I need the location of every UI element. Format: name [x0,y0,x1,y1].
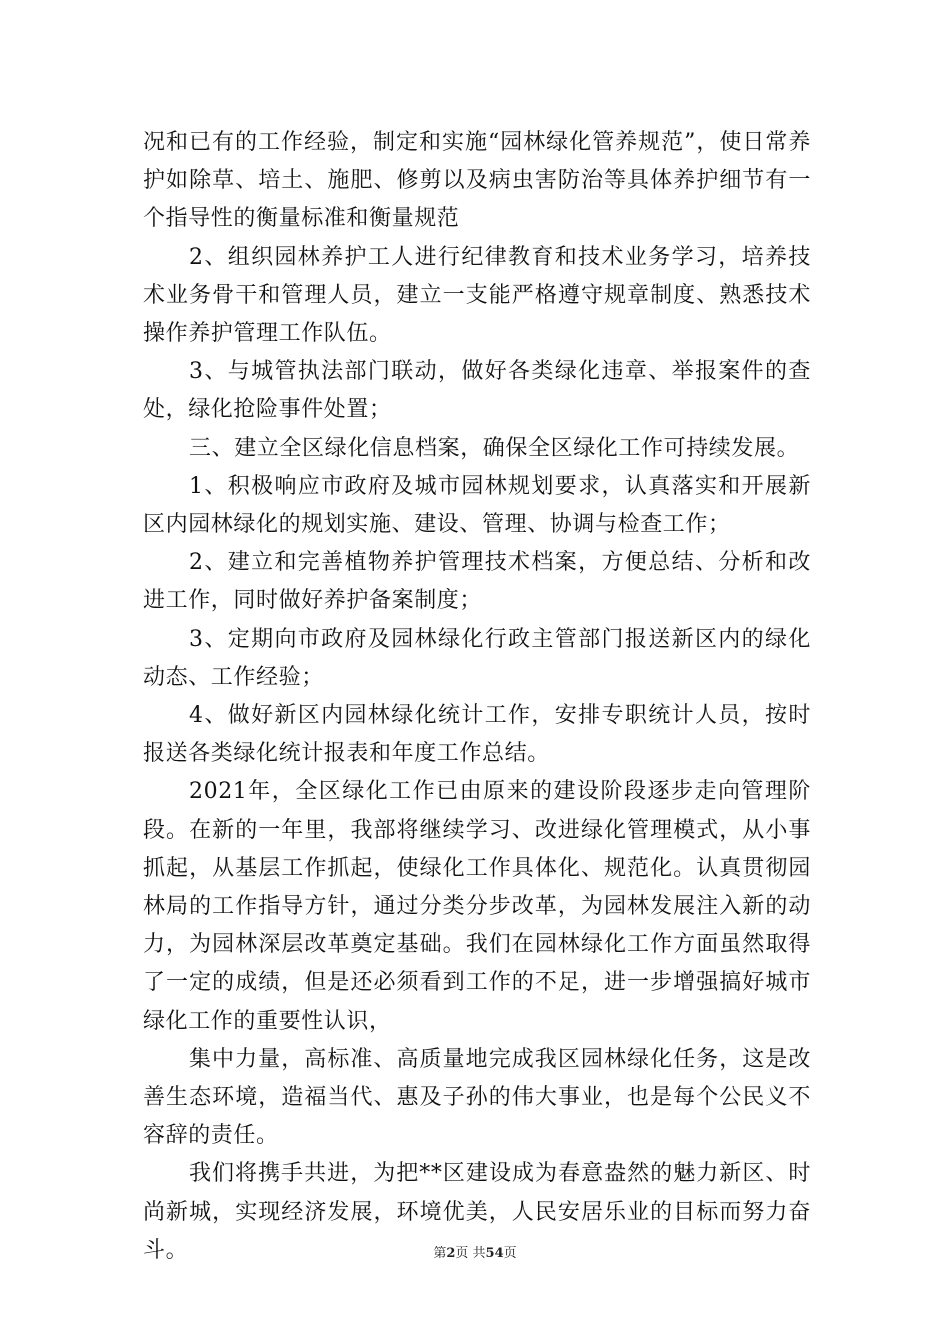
section-heading-3: 三、建立全区绿化信息档案，确保全区绿化工作可持续发展。 [189,435,800,461]
page-footer [0,1246,950,1262]
paragraph-7: 3、定期向市政府及园林绿化行政主管部门报送新区内的绿化动态、工作经验； [143,626,811,690]
footer-page-number: 2 [446,1246,456,1261]
paragraph-8: 4、做好新区内园林绿化统计工作，安排专职统计人员，按时报送各类绿化统计报表和年度工作总结。 [143,703,811,767]
footer-prefix: 第 [433,1246,447,1261]
paragraph-11: 我们将携手共进，为把**区建设成为春意盎然的魅力新区、时尚新城，实现经济发展，环境优美，人民安居乐业的目标而努力奋斗。 [143,1161,811,1263]
paragraph-1: 况和已有的工作经验，制定和实施“园林绿化管养规范”，使日常养护如除草、培土、施肥、修剪以及病虫害防治等具体养护细节有一个指导性的衡量标准和衡量规范 [143,130,811,232]
paragraph-9: 2021年，全区绿化工作已由原来的建设阶段逐步走向管理阶段。在新的一年里，我部将继续学习、改进绿化管理模式，从小事抓起，从基层工作抓起，使绿化工作具体化、规范化。认真贯彻园林局的工作指导方针，通过分类分步改革，为园林发展注入新的动力，为园林深层改革奠定基础。我们在园林绿化工作方面虽然取得了一定的成绩，但是还必须看到工作的不足，进一步增强搞好城市绿化工作的重要性认识， [143,779,811,1034]
paragraph-5: 1、积极响应市政府及城市园林规划要求，认真落实和开展新区内园林绿化的规划实施、建设、管理、协调与检查工作； [143,473,811,538]
paragraph-3: 3、与城管执法部门联动，做好各类绿化违章、举报案件的查处，绿化抢险事件处置； [143,359,811,423]
footer-middle: 页 共 [455,1246,486,1261]
paragraph-10: 集中力量，高标准、高质量地完成我区园林绿化任务，这是改善生态环境，造福当代、惠及子孙的伟大事业，也是每个公民义不容辞的责任。 [143,1046,811,1149]
document-body [143,124,811,1270]
footer-total-pages: 54 [485,1246,504,1261]
paragraph-6: 2、建立和完善植物养护管理技术档案，方便总结、分析和改进工作，同时做好养护备案制度； [143,550,811,614]
footer-suffix: 页 [503,1246,517,1261]
paragraph-2: 2、组织园林养护工人进行纪律教育和技术业务学习，培养技术业务骨干和管理人员，建立一支能严格遵守规章制度、熟悉技术操作养护管理工作队伍。 [143,244,811,347]
